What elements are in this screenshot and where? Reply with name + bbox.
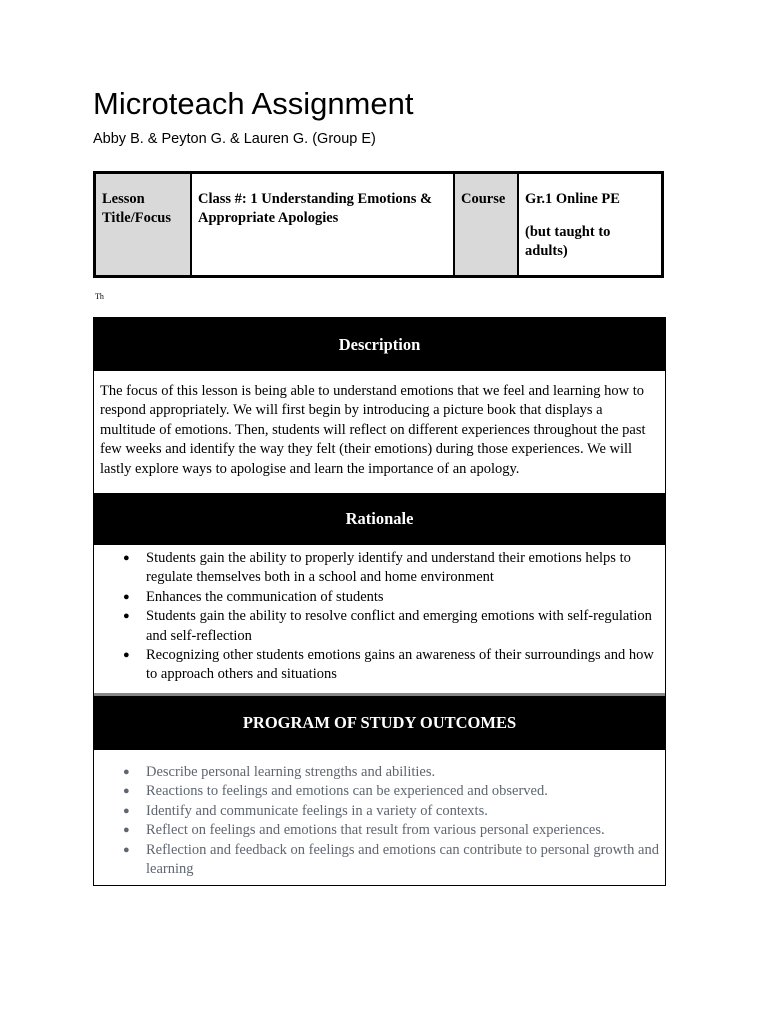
lesson-title-label: Lesson Title/Focus [96, 174, 192, 275]
rationale-list [94, 545, 665, 693]
outcome-item: ● Reactions to feelings and emotions can be experienced and observed. [146, 782, 659, 801]
program-outcomes-list [94, 750, 665, 885]
rationale-item: ● Enhances the communication of students [146, 588, 659, 607]
lesson-class-value: Class #: 1 Understanding Emotions & Appropriate Apologies [192, 174, 455, 275]
text-fragment: Th [95, 292, 104, 301]
course-label: Course [455, 174, 519, 275]
lesson-info-table [93, 171, 664, 278]
course-value: Gr.1 Online PE [525, 191, 620, 207]
outcome-item: ● Reflection and feedback on feelings and emotions can contribute to personal growth and learning [146, 841, 659, 880]
outcome-item: ● Describe personal learning strengths and abilities. [146, 763, 659, 782]
rationale-item: ● Recognizing other students emotions gains an awareness of their surroundings and how to approach others and situations [146, 646, 659, 685]
course-note: (but taught to adults) [525, 224, 611, 259]
document-authors: Abby B. & Peyton G. & Lauren G. (Group E) [93, 131, 376, 147]
rationale-item: ● Students gain the ability to resolve conflict and emerging emotions with self-regulation and self-reflection [146, 607, 659, 646]
rationale-item: ● Students gain the ability to properly identify and understand their emotions helps to regulate themselves both in a school and home environment [146, 549, 659, 588]
program-outcomes-heading: PROGRAM OF STUDY OUTCOMES [94, 693, 665, 750]
course-value-cell [519, 174, 661, 275]
document-title: Microteach Assignment [93, 86, 414, 121]
lesson-plan-table [93, 317, 666, 886]
description-body: The focus of this lesson is being able to understand emotions that we feel and learning how to respond appropriately. We will first begin by introducing a picture book that displays a multitude of emotions. Then, students will reflect on different experiences throughout the past few weeks and identify the way they felt (their emotions) during those experiences. We will lastly explore ways to apologise and learn the importance of an apology. [100, 383, 646, 477]
description-heading: Description [94, 318, 665, 371]
outcome-item: ● Identify and communicate feelings in a variety of contexts. [146, 802, 659, 821]
outcome-item: ● Reflect on feelings and emotions that result from various personal experiences. [146, 821, 659, 840]
rationale-heading: Rationale [94, 493, 665, 545]
